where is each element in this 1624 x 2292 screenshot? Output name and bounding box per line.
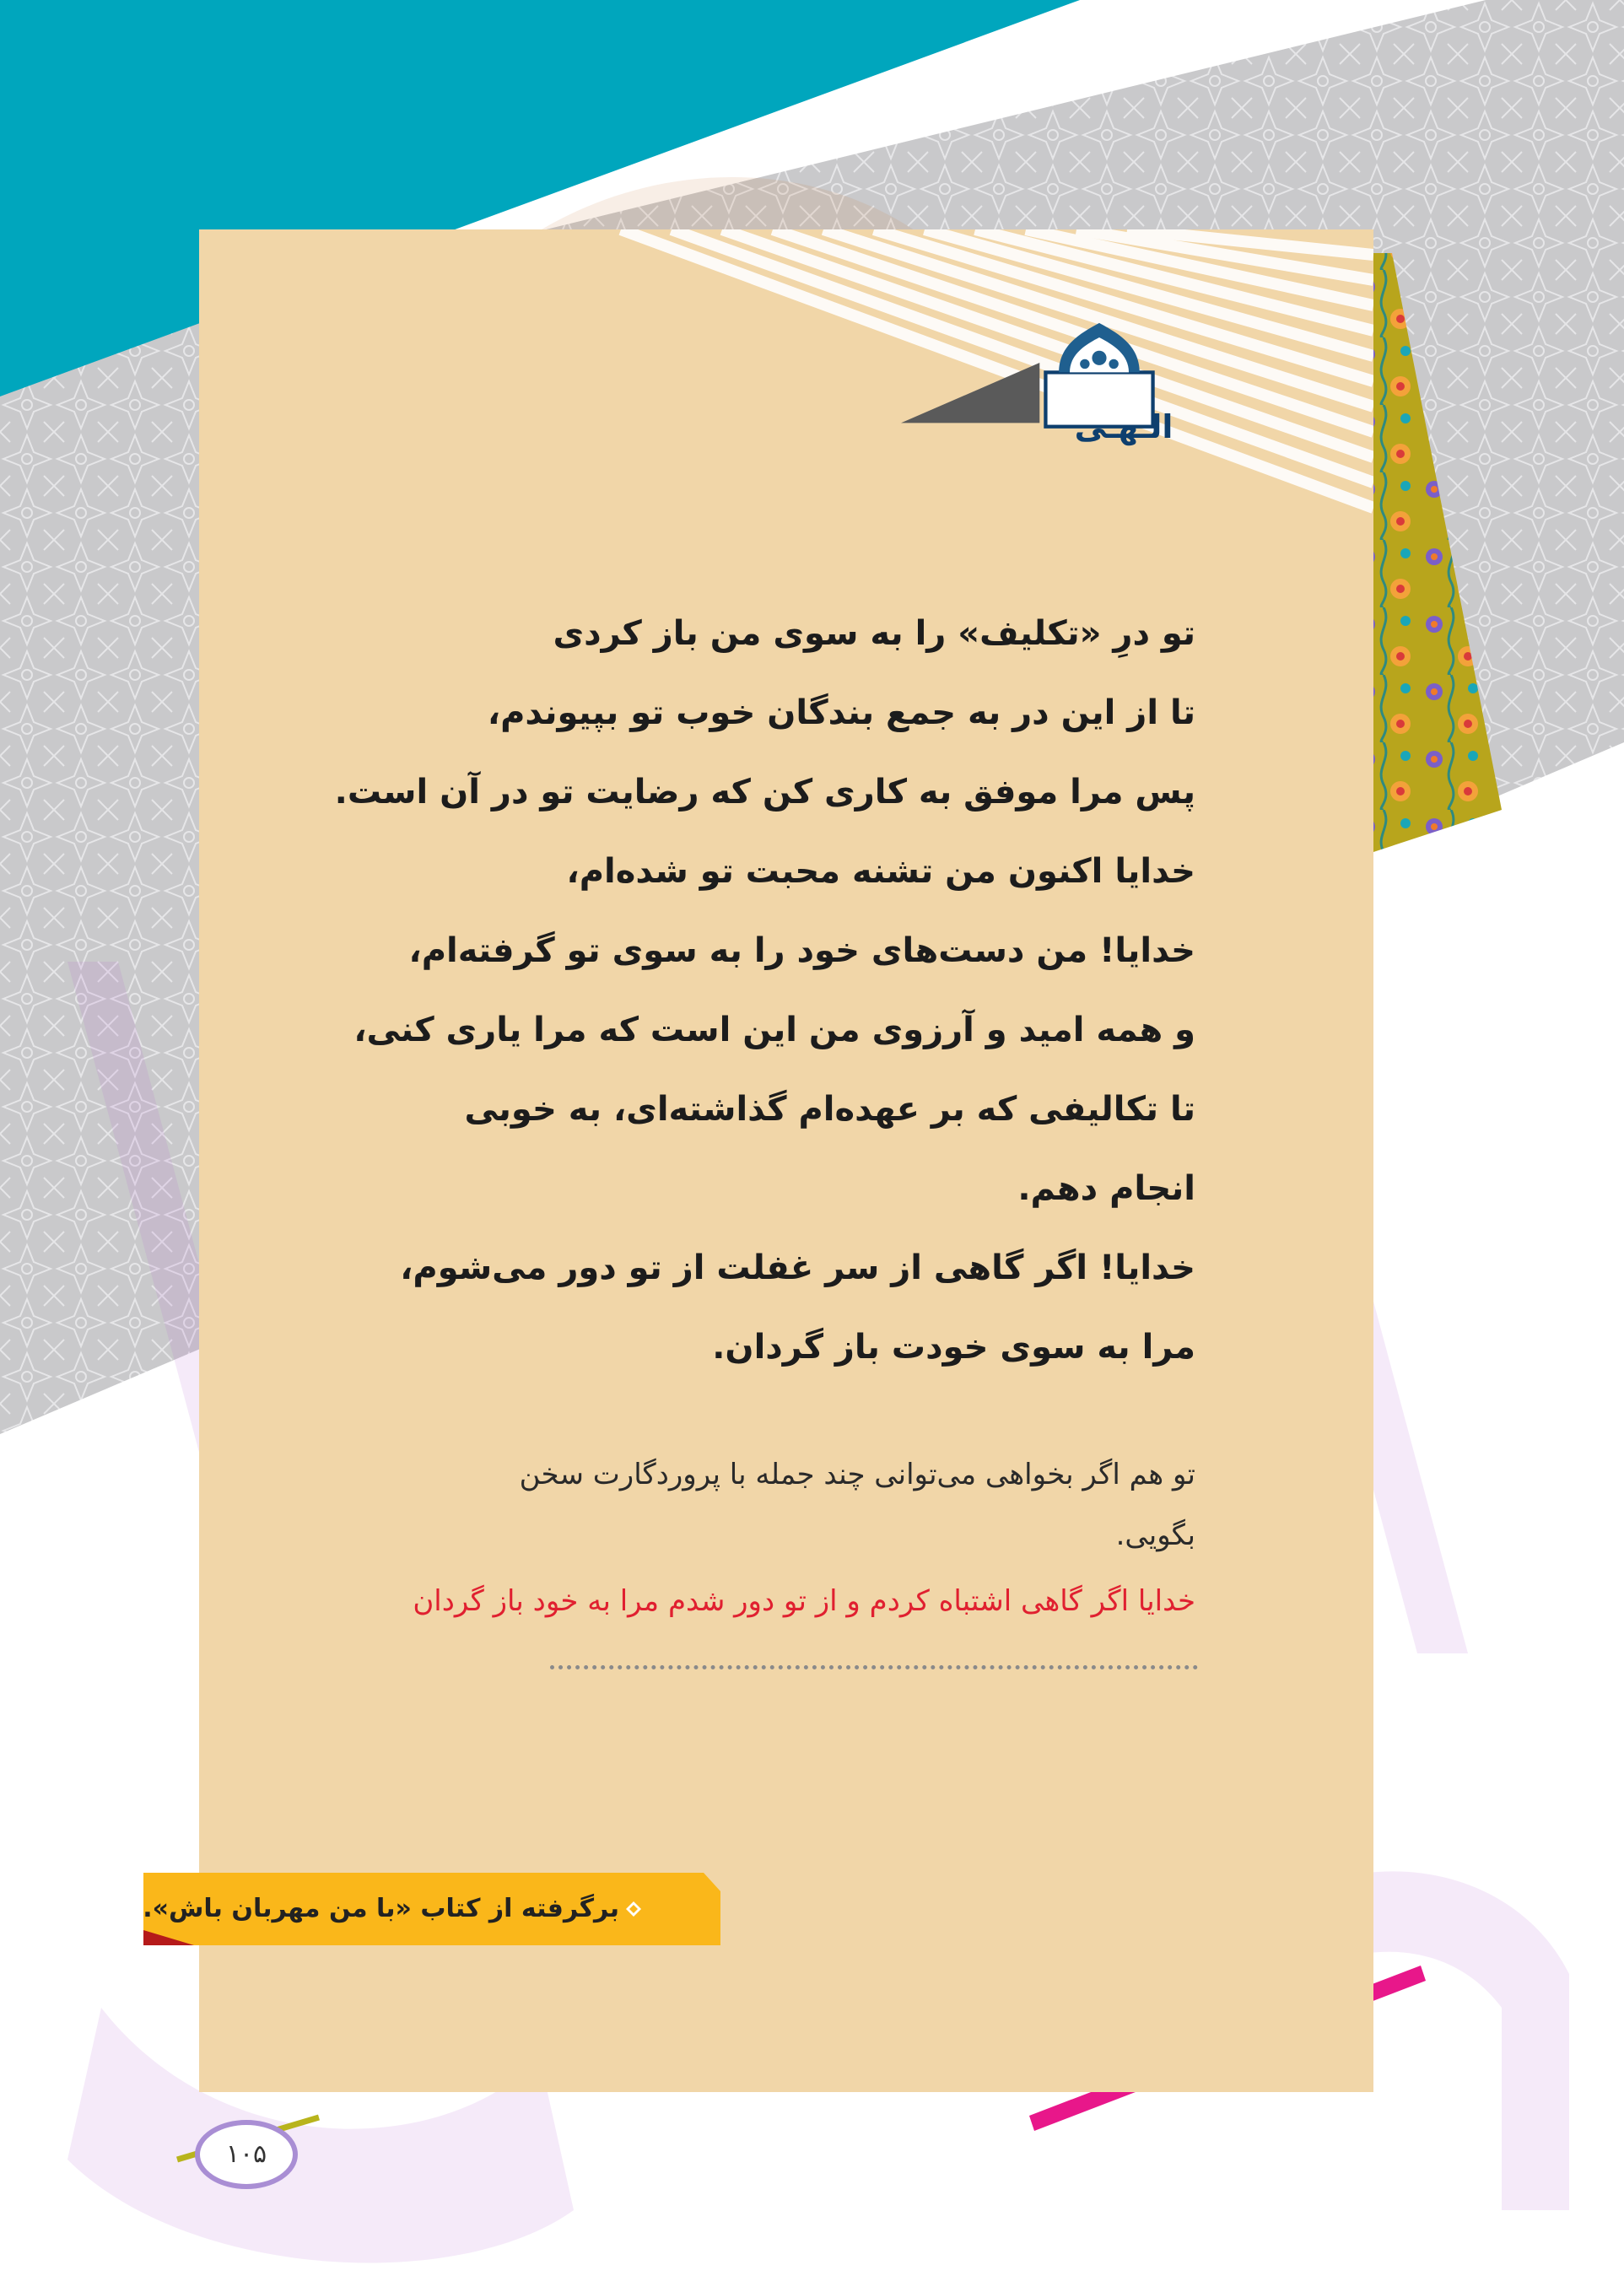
poem-line: پس مرا موفق به کاری کن که رضایت تو در آن است. [334,773,1195,812]
ornament-icon [1059,323,1140,373]
poem-line: خدایا اکنون من تشنه محبت تو شده‌ام، [566,852,1195,891]
poem-line: تا تکالیفی که بر عهده‌ام گذاشته‌ای، به خوبی [464,1090,1195,1129]
poem-line: تو درِ «تکلیف» را به سوی من باز کردی [553,614,1195,653]
poem-line: مرا به سوی خودت باز گردان. [712,1328,1195,1367]
page-number: ۱۰۵ [225,2139,267,2169]
writing-line [550,1665,1198,1675]
heading-label: الـهـی [1074,408,1173,445]
poem-line: انجام دهم. [1017,1169,1195,1208]
diamond-icon [626,1901,641,1917]
ribbon-tail [901,363,1039,423]
poem-line: تا از این در به جمع بندگان خوب تو بپیوندم، [487,693,1195,732]
poem-line: خدایا! اگر گاهی از سر غفلت از تو دور می‌شوم، [400,1248,1195,1287]
poem-line: و همه امید و آرزوی من این است که مرا یاری کنی، [353,1011,1195,1049]
source-citation: برگرفته از کتاب «با من مهربان باش». [143,1894,619,1923]
exercise-prompt: تو هم اگر بخواهی می‌توانی چند جمله با پروردگارت سخن بگویی. [519,1458,1195,1552]
poem-line: خدایا! من دست‌های خود را به سوی تو گرفته‌ام، [408,931,1195,970]
prayer-poem [334,594,1195,1387]
exercise-answer: خدایا اگر گاهی اشتباه کردم و از تو دور شدم مرا به خود باز گردان [413,1584,1195,1618]
